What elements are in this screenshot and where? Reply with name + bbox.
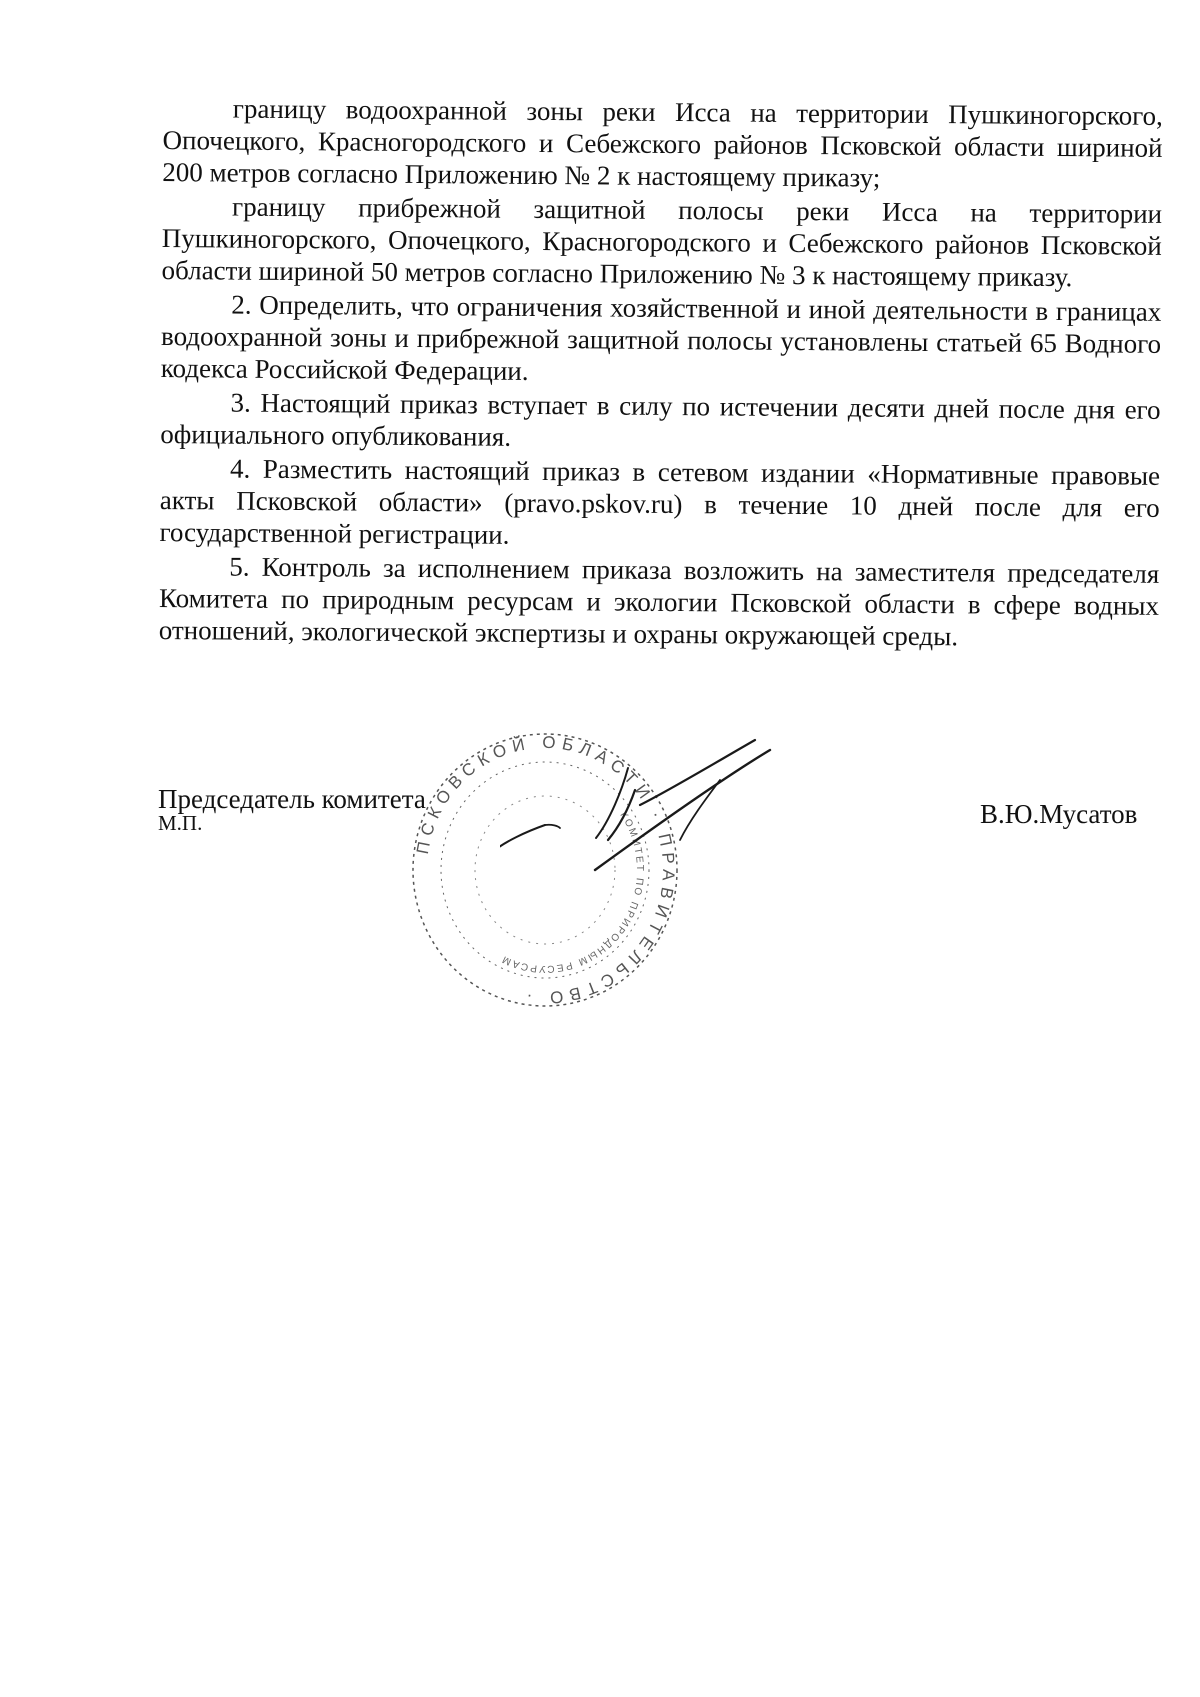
paragraph-water-zone: границу водоохранной зоны реки Исса на территории Пушкиногорского, Опочецкого, Красногородского и Себежского районов Псковской области шириной 200 метров согласно Приложению № 2 к настоящему приказу;	[162, 93, 1163, 193]
paragraph-item-4: 4. Разместить настоящий приказ в сетевом издании «Нормативные правовые акты Псковской области» (pravo.pskov.ru) в течение 10 дней после для его государственной регистрации.	[159, 453, 1161, 550]
paragraph-item-5: 5. Контроль за исполнением приказа возложить на заместителя председателя Комитета по природным ресурсам и экологии Псковской области в сфере водных отношений, экологической экспертизы и охраны окружающей среды.	[158, 551, 1160, 652]
signature-graphic	[500, 720, 860, 920]
paragraph-item-2: 2. Определить, что ограничения хозяйственной и иной деятельности в границах водоохранной зоны и прибрежной защитной полосы установлены статьей 65 Водного кодекса Российской Федерации.	[160, 289, 1162, 386]
signatory-name: В.Ю.Мусатов	[980, 799, 1138, 829]
signatory-title: Председатель комитета	[158, 784, 426, 814]
stamp-place-label: М.П.	[158, 811, 203, 835]
seal-outer-text: ПСКОВСКОЙ ОБЛАСТИ · ПРАВИТЕЛЬСТВО ·	[412, 732, 679, 1008]
handwritten-signature	[500, 720, 860, 920]
paragraph-coastal-strip: границу прибрежной защитной полосы реки Исса на территории Пушкиногорского, Опочецкого, Красногородского и Себежского районов Псковской области шириной 50 метров согласно Приложению № 3 к настоящему приказу.	[161, 191, 1163, 293]
paragraph-item-3: 3. Настоящий приказ вступает в силу по истечении десяти дней после дня его официального опубликования.	[160, 387, 1161, 452]
seal-inner-text: КОМИТЕТ ПО ПРИРОДНЫМ РЕСУРСАМ	[499, 810, 646, 975]
document-body	[159, 92, 1163, 656]
